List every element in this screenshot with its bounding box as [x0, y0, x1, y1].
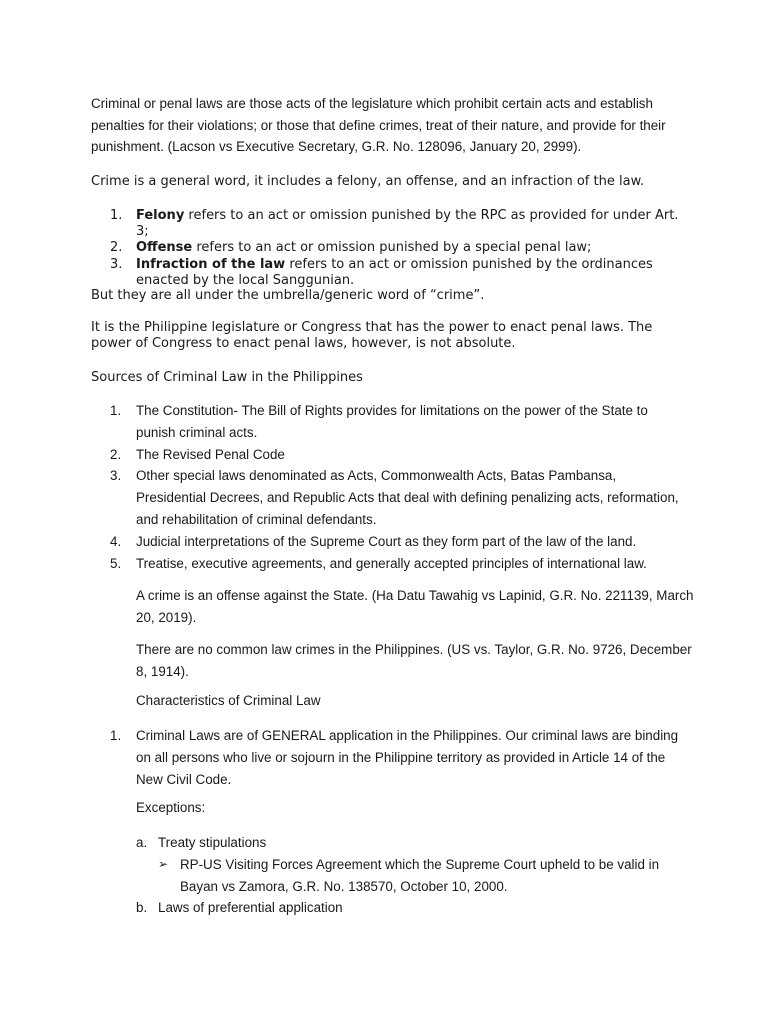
term-offense: Offense: [136, 240, 193, 256]
term-infraction: Infraction of the law: [136, 256, 286, 272]
umbrella-paragraph: But they are all under the umbrella/generic word of “crime”.: [91, 288, 485, 303]
list-number: 1.: [110, 403, 122, 418]
intro-paragraph: Criminal or penal laws are those acts of the legislature which prohibit certain acts and establish penalties for their violations; or those that define crimes, treat of their nature, and provide for their punishment. (Lacson vs Executive Secretary, G.R. No. 128096, January 20, 2999).: [91, 96, 666, 154]
list-item-text: The Constitution- The Bill of Rights provides for limitations on the power of the State to punish criminal acts.: [136, 403, 648, 440]
list-number: 1.: [110, 728, 122, 743]
list-item-text: The Revised Penal Code: [136, 446, 285, 462]
arrow-bullet-icon: ➢: [158, 856, 169, 871]
no-common-law-paragraph: There are no common law crimes in the Philippines. (US vs. Taylor, G.R. No. 9726, December 8, 1914).: [136, 642, 692, 679]
crime-against-state-paragraph: A crime is an offense against the State. (Ha Datu Tawahig vs Lapinid, G.R. No. 221139, March 20, 2019).: [136, 588, 694, 625]
list-item: [110, 257, 690, 289]
list-item: [136, 897, 676, 919]
list-number: 3.: [110, 256, 123, 272]
list-number: 2.: [110, 240, 123, 256]
list-number: 3.: [110, 468, 122, 484]
term-description: refers to an act or omission punished by a special penal law;: [192, 240, 592, 256]
characteristics-heading: Characteristics of Criminal Law: [136, 693, 321, 708]
sources-list: [110, 400, 680, 574]
list-item: [136, 832, 676, 854]
list-number: 2.: [110, 446, 122, 462]
congress-paragraph: It is the Philippine legislature or Congress that has the power to enact penal laws. The power of Congress to enact penal laws, however, is not absolute.: [91, 320, 653, 352]
list-item-text: Judicial interpretations of the Supreme Court as they form part of the law of the land.: [136, 533, 637, 549]
exceptions-list: [136, 832, 676, 919]
list-item-text: Other special laws denominated as Acts, Commonwealth Acts, Batas Pambansa, Presidential Decrees, and Republic Acts that deal with defining penalizing acts, reformation, and rehabilitation of criminal defendants.: [136, 468, 679, 527]
list-item: [110, 400, 680, 444]
list-item-text: Criminal Laws are of GENERAL application in the Philippines. Our criminal laws are binding on all persons who live or sojourn in the Philippine territory as provided in Article 14 of the New Civil Code.: [136, 728, 679, 787]
list-item: [110, 444, 680, 466]
list-item-text: RP-US Visiting Forces Agreement which the Supreme Court upheld to be valid in Bayan vs Zamora, G.R. No. 138570, October 10, 2000.: [180, 856, 660, 894]
list-number: 1.: [110, 208, 123, 223]
term-description: refers to an act or omission punished by the RPC as provided for under Art. 3;: [136, 208, 679, 240]
sources-heading: Sources of Criminal Law in the Philippines: [91, 370, 363, 385]
term-description: refers to an act or omission punished by the ordinances enacted by the local Sanggunian.: [136, 256, 653, 288]
term-felony: Felony: [136, 208, 185, 223]
list-item: [110, 553, 680, 575]
list-item: [110, 208, 690, 240]
list-item: [110, 725, 680, 790]
list-letter: b.: [136, 900, 148, 916]
list-item-text: Treaty stipulations: [158, 835, 267, 850]
list-item: [110, 531, 680, 553]
list-letter: a.: [136, 835, 148, 850]
list-item: [110, 240, 690, 256]
list-number: 5.: [110, 555, 122, 571]
list-number: 4.: [110, 533, 122, 549]
characteristics-list: [110, 725, 680, 790]
list-item: [110, 465, 680, 530]
list-item-text: Laws of preferential application: [158, 900, 343, 916]
list-item-text: Treatise, executive agreements, and generally accepted principles of international law.: [136, 555, 647, 571]
crime-types-list: [110, 208, 690, 289]
sub-list-item: [158, 854, 676, 898]
exceptions-heading: Exceptions:: [136, 800, 206, 815]
crime-definition-paragraph: Crime is a general word, it includes a felony, an offense, and an infraction of the law.: [91, 174, 645, 189]
